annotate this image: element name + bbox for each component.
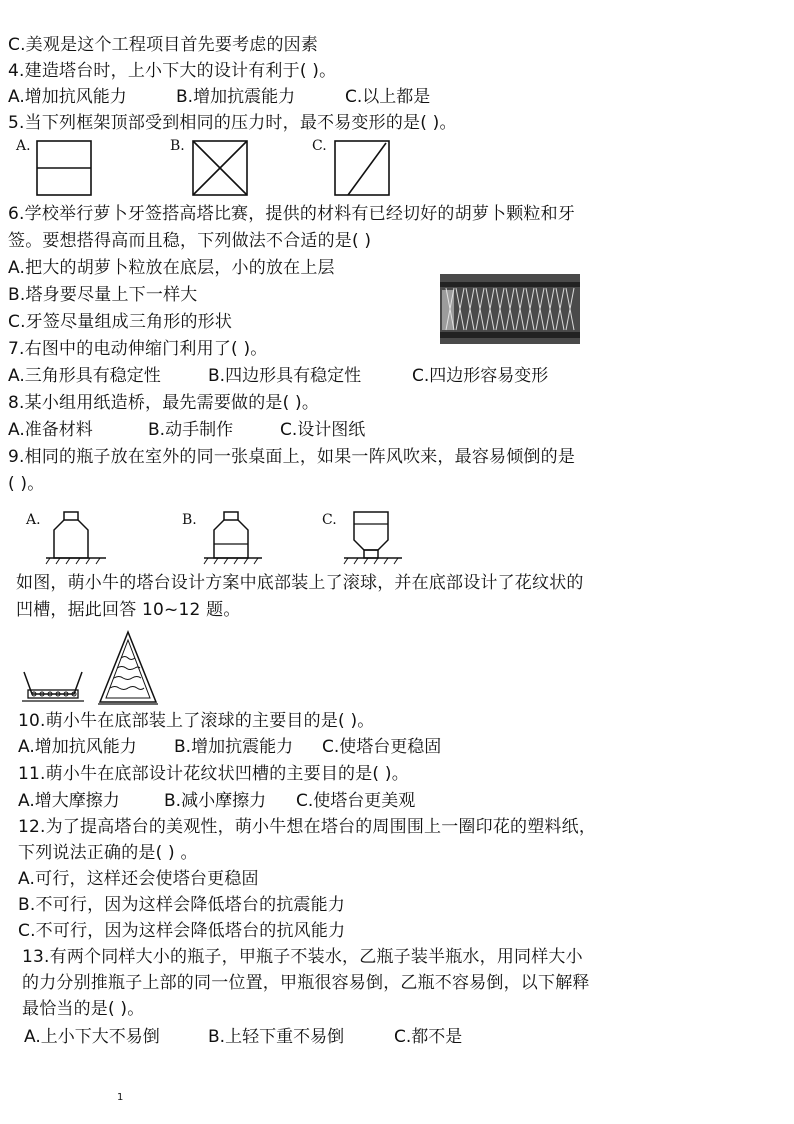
q4-option-c: C.以上都是 bbox=[345, 87, 431, 107]
q9-label-a: A. bbox=[26, 512, 41, 528]
q4-option-b: B.增加抗震能力 bbox=[176, 87, 296, 107]
q11-option-c: C.使塔台更美观 bbox=[296, 791, 416, 811]
q7-option-b: B.四边形具有稳定性 bbox=[208, 366, 362, 386]
q8-option-a: A.准备材料 bbox=[8, 420, 93, 440]
inverted-bottle-figure bbox=[340, 508, 404, 566]
question-6-line-1: 6.学校举行萝卜牙签搭高塔比赛，提供的材料有已经切好的胡萝卜颗粒和牙 bbox=[8, 204, 576, 224]
question-7: 7.右图中的电动伸缩门利用了( )。 bbox=[8, 339, 268, 359]
q9-label-b: B. bbox=[182, 512, 197, 528]
q10-option-b: B.增加抗震能力 bbox=[174, 737, 294, 757]
q10-option-c: C.使塔台更稳固 bbox=[322, 737, 442, 757]
triangle-tower-figure bbox=[96, 630, 160, 708]
question-5: 5.当下列框架顶部受到相同的压力时，最不易变形的是( )。 bbox=[8, 113, 457, 133]
option-3c: C.美观是这个工程项目首先要考虑的因素 bbox=[8, 35, 319, 55]
q11-option-b: B.减小摩擦力 bbox=[164, 791, 267, 811]
tower-base-with-balls-figure bbox=[20, 668, 86, 706]
question-12-line-2: 下列说法正确的是( ) 。 bbox=[18, 843, 198, 863]
q5-label-b: B. bbox=[170, 138, 185, 154]
frame-horizontal-brace-figure bbox=[36, 140, 92, 196]
half-filled-bottle-figure bbox=[200, 508, 264, 566]
q6-option-c: C.牙签尽量组成三角形的形状 bbox=[8, 312, 233, 332]
page-number: 1 bbox=[117, 1092, 124, 1103]
q8-option-c: C.设计图纸 bbox=[280, 420, 366, 440]
q13-option-a: A.上小下大不易倒 bbox=[24, 1027, 160, 1047]
q7-option-a: A.三角形具有稳定性 bbox=[8, 366, 161, 386]
question-8: 8.某小组用纸造桥，最先需要做的是( )。 bbox=[8, 393, 320, 413]
question-13-line-2: 的力分别推瓶子上部的同一位置，甲瓶很容易倒，乙瓶不容易倒，以下解释 bbox=[22, 973, 590, 993]
q12-option-b: B.不可行，因为这样会降低塔台的抗震能力 bbox=[18, 895, 346, 915]
question-6-line-2: 签。要想搭得高而且稳，下列做法不合适的是( ) bbox=[8, 231, 372, 251]
tower-intro-line-2: 凹槽，据此回答 10~12 题。 bbox=[16, 600, 241, 620]
question-4: 4.建造塔台时，上小下大的设计有利于( )。 bbox=[8, 61, 337, 81]
q13-option-c: C.都不是 bbox=[394, 1027, 463, 1047]
q13-option-b: B.上轻下重不易倒 bbox=[208, 1027, 345, 1047]
q11-option-a: A.增大摩擦力 bbox=[18, 791, 120, 811]
frame-diagonal-brace-figure bbox=[334, 140, 390, 196]
frame-cross-brace-figure bbox=[192, 140, 248, 196]
q6-option-a: A.把大的胡萝卜粒放在底层，小的放在上层 bbox=[8, 258, 335, 278]
q9-label-c: C. bbox=[322, 512, 337, 528]
tall-bottle-figure bbox=[44, 508, 108, 566]
question-11: 11.萌小牛在底部设计花纹状凹槽的主要目的是( )。 bbox=[18, 764, 409, 784]
q6-option-b: B.塔身要尽量上下一样大 bbox=[8, 285, 198, 305]
question-9-line-2: ( )。 bbox=[8, 474, 45, 494]
q12-option-c: C.不可行，因为这样会降低塔台的抗风能力 bbox=[18, 921, 346, 941]
question-12-line-1: 12.为了提高塔台的美观性，萌小牛想在塔台的周围围上一圈印花的塑料纸， bbox=[18, 817, 597, 837]
q5-label-c: C. bbox=[312, 138, 327, 154]
q7-option-c: C.四边形容易变形 bbox=[412, 366, 549, 386]
question-13-line-3: 最恰当的是( )。 bbox=[22, 999, 145, 1019]
q5-label-a: A. bbox=[16, 138, 31, 154]
q4-option-a: A.增加抗风能力 bbox=[8, 87, 127, 107]
tower-intro-line-1: 如图，萌小牛的塔台设计方案中底部装上了滚球，并在底部设计了花纹状的 bbox=[16, 573, 584, 593]
retractable-gate-photo bbox=[440, 274, 580, 344]
question-10: 10.萌小牛在底部装上了滚球的主要目的是( )。 bbox=[18, 711, 375, 731]
question-13-line-1: 13.有两个同样大小的瓶子，甲瓶子不装水，乙瓶子装半瓶水，用同样大小 bbox=[22, 947, 583, 967]
q10-option-a: A.增加抗风能力 bbox=[18, 737, 137, 757]
q12-option-a: A.可行，这样还会使塔台更稳固 bbox=[18, 869, 259, 889]
q8-option-b: B.动手制作 bbox=[148, 420, 234, 440]
question-9-line-1: 9.相同的瓶子放在室外的同一张桌面上，如果一阵风吹来，最容易倾倒的是 bbox=[8, 447, 576, 467]
